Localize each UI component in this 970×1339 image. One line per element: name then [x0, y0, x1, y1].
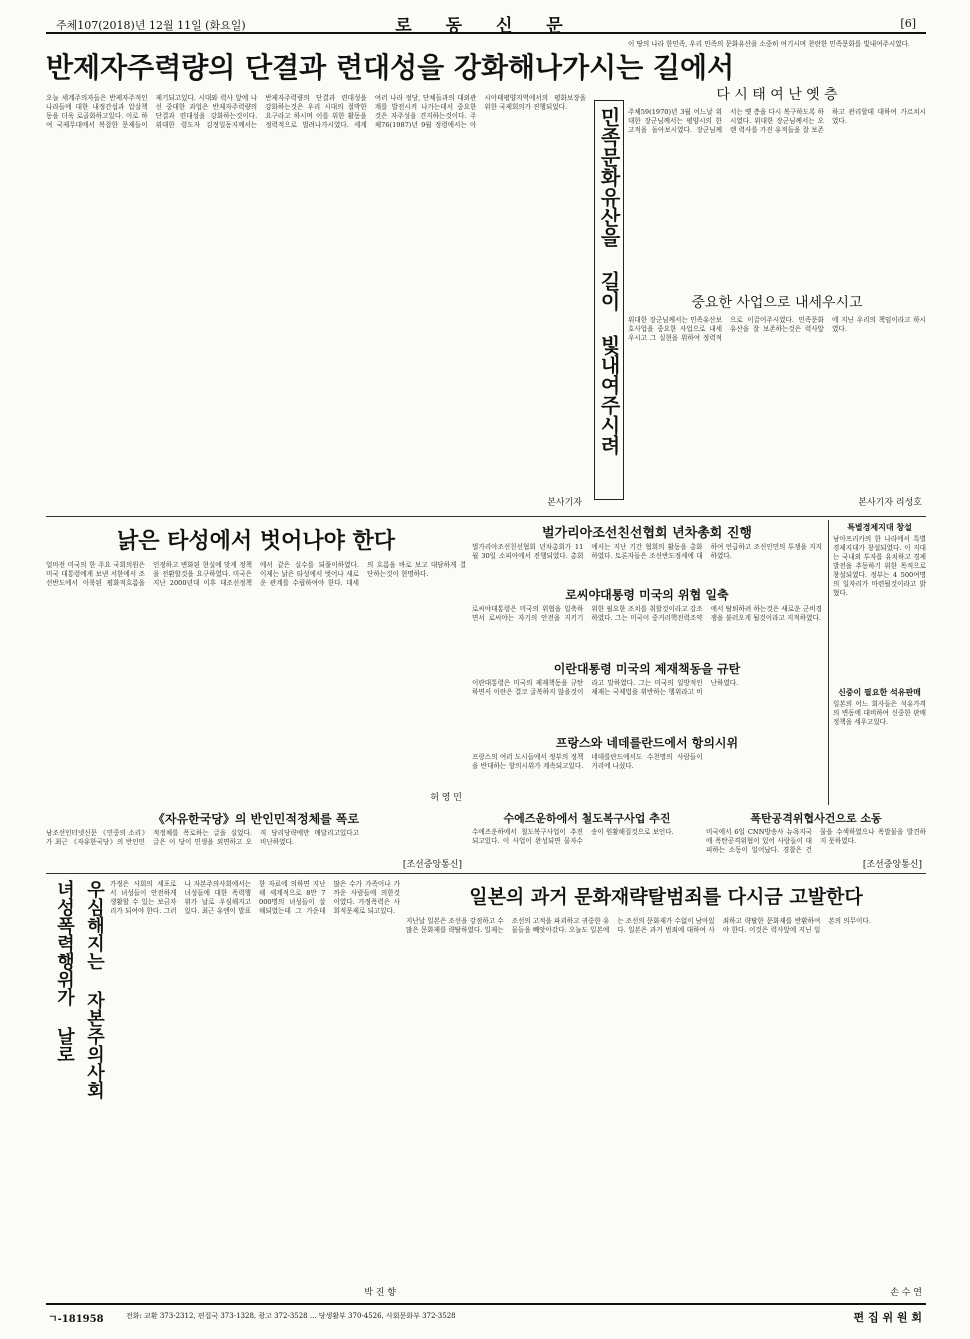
article-russia — [472, 584, 822, 654]
issue-date: 주체107(2018)년 12월 11일 (화요일) — [56, 19, 246, 32]
article-liberty-party-headline: 《자유한국당》의 반인민적정체를 폭로 — [152, 812, 360, 826]
masthead — [46, 8, 926, 34]
article-economic-zone-body2: 일본의 어느 회사들은 석유가격의 변동에 대비하여 신중한 판매정책을 세우고있다. — [833, 700, 926, 726]
article-heritage — [628, 40, 926, 510]
article-heritage-sub1: 다 시 태 여 난 옛 층 — [716, 87, 838, 103]
article-liberty-party — [46, 808, 466, 870]
article-economic-zone-sub: 신중이 필요한 석유판매 — [838, 688, 921, 697]
article-iran — [472, 658, 822, 728]
article-protests — [472, 732, 822, 805]
article-russia-headline: 로씨야대통령 미국의 위협 일축 — [565, 588, 729, 602]
article-inertia — [46, 520, 466, 805]
article-violence-title-1: 녀성폭력행위가 날로 — [54, 880, 75, 1063]
article-cultural-looting — [406, 876, 926, 1298]
page-number: [6] — [900, 17, 916, 30]
article-heritage-sub2: 중요한 사업으로 내세우시고 — [691, 295, 863, 311]
article-bulgaria — [472, 520, 822, 580]
article-violence-body: 가정은 사회의 세포로서 녀성들이 안전하게 생활할 수 있는 보금자리가 되여야 한다. 그러나 자본주의사회에서는 녀성들에 대한 폭력행위가 날로 우심해지고있다. 최근 유엔이 발표한 자료에 의하면 지난해 세계적으로 8만 7 000명의 녀성들이 살해되였는데 그 가운데 많은 수가 가족이나 가까운 사람들에 의한것이였다. 가정폭력은 사회적문제로 되고있다. — [110, 880, 400, 915]
article-violence-byline: 박 진 향 — [364, 1288, 396, 1298]
article-main-headline: 반제자주력량의 단결과 련대성을 강화해나가시는 길에서 — [46, 51, 735, 84]
article-suez-headline: 수에즈운하에서 철도복구사업 추진 — [503, 812, 671, 825]
article-economic-zone-headline: 특별경제지대 창설 — [847, 523, 912, 532]
side-vertical-title: 민족문화유산을 길이 빛내여주시려 — [594, 100, 624, 500]
article-cultural-looting-byline: 손 수 연 — [890, 1288, 922, 1298]
footer — [46, 1303, 926, 1323]
article-bomb-threat-headline: 폭탄공격위협사건으로 소동 — [750, 812, 882, 825]
article-bulgaria-body — [472, 543, 822, 581]
article-bomb-threat-byline: [조선중앙통신] — [862, 860, 922, 870]
article-liberty-party-byline: [조선중앙통신] — [402, 860, 462, 870]
divider-1 — [46, 516, 926, 517]
article-economic-zone — [828, 520, 926, 805]
article-violence-title-2: 우심해지는 자본주의사회 — [84, 880, 105, 1099]
footer-code: ㄱ-181958 — [48, 1314, 104, 1325]
article-iran-headline: 이란대통령 미국의 제재책동을 규탄 — [553, 662, 741, 676]
article-russia-body: 로씨야대통령은 미국의 위협을 일축하면서 로씨야는 자기의 안전을 지키기 위한 필요한 조치를 취할것이라고 강조하였다. 그는 미국이 중거리핵전력조약에서 탈퇴하려 하는것은 새로운 군비경쟁을 불러오게 될것이라고 지적하였다. — [472, 605, 822, 622]
article-main-byline: 본사기자 — [547, 498, 582, 508]
article-suez — [472, 808, 702, 870]
article-suez-body: 수에즈운하에서 철도복구사업이 추진되고있다. 이 사업이 완성되면 물자수송이 원활해질것으로 보인다. — [472, 828, 674, 845]
article-protests-headline: 프랑스와 네데를란드에서 항의시위 — [555, 736, 739, 750]
article-economic-zone-body: 남아프리카의 한 나라에서 특별경제지대가 창설되였다. 이 지대는 국내외 투자를 유치하고 경제발전을 추동하기 위한 목적으로 창설되였다. 정부는 4 500여명의 일자리가 마련될것이라고 밝혔다. — [833, 535, 926, 597]
article-inertia-headline: 낡은 타성에서 벗어나야 한다 — [116, 529, 395, 554]
article-liberty-party-body: 남조선인터넷신문 《민중의 소리》가 최근 《자유한국당》의 반인민적정체를 폭로하는 글을 실었다. 글은 이 당이 민생을 외면하고 오직 당리당략에만 매달리고있다고 비난하였다. — [46, 829, 359, 846]
newspaper-name: 로 동 신 문 — [395, 16, 577, 36]
article-heritage-intro: 이 땅의 나라 한민족, 우리 민족의 문화유산을 소중히 여기시며 찬란한 민족문화를 빛내여주시였다. — [628, 40, 911, 48]
article-cultural-looting-body: 지난날 일본은 조선을 강점하고 수많은 문화재를 략탈하였다. 일제는 조선의 고적을 파괴하고 귀중한 유물들을 빼앗아갔다. 오늘도 일본에는 조선의 문화재가 수없이 남아있다. 일본은 과거 범죄에 대하여 사죄하고 략탈한 문화재를 반환하여야 한다. 이것은 력사앞에 지닌 일본의 의무이다. — [406, 917, 871, 934]
article-inertia-body: 얼마전 미국의 한 주요 국회의원은 미국 대통령에게 보낸 서한에서 조선반도에서 이룩된 평화적흐름을 인정하고 변화된 현실에 맞게 정책을 전환할것을 요구하였다. 미국은 지난 2000년대 이후 대조선정책에서 같은 실수를 되풀이하였다. 이제는 낡은 타성에서 벗어나 새로운 관계를 수립하여야 한다. 대세의 흐름을 바로 보고 대담하게 결단하는것이 현명하다. — [46, 561, 466, 587]
article-iran-body: 이란대통령은 미국의 제재책동을 규탄하면서 이란은 결코 굴복하지 않을것이라고 말하였다. 그는 미국의 일방적인 제재는 국제법을 위반하는 행위라고 비난하였다. — [472, 679, 739, 696]
article-violence — [110, 880, 400, 1298]
article-main-body: 오늘 세계주의자들은 반제자주적인 나라들에 대한 내정간섭과 압살책동을 더욱 로골화하고있다. 이로 하여 국제무대에서 복잡한 문제들이 제기되고있다. 시대와 력사 앞에 나선 중대한 과업은 반제자주력량의 단결과 련대성을 강화하는것이다. 위대한 령도자 김정일동지께서는 반제자주력량의 단결과 련대성을 강화하는것은 우리 시대의 절박한 요구라고 하시며 이를 위한 활동을 정력적으로 벌려나가시였다. 세계 여러 나라 정당, 단체들과의 대외관계를 발전시켜 나가는데서 중요한것은 자주성을 견지하는것이다. 주체76(1987)년 9월 정령에서는 아시아태평양지역에서의 평화보장을 위한 국제회의가 진행되었다. — [46, 94, 586, 129]
article-heritage-byline: 본사기자 리성호 — [858, 498, 922, 508]
article-bulgaria-body-1: 벌가리아조선친선협회 년차총회가 11월 30일 소피아에서 진행되였다. 총회에서는 지난 기간 협회의 활동을 총화하였다. — [472, 543, 703, 560]
article-cultural-looting-headline: 일본의 과거 문화재략탈범죄를 다시금 고발한다 — [469, 886, 863, 908]
article-heritage-body2: 위대한 장군님께서는 민족유산보호사업을 중요한 사업으로 내세우시고 그 실현을 위하여 정력적으로 이끌어주시였다. 민족문화유산을 잘 보존하는것은 력사앞에 지닌 우리의 책임이라고 하시였다. — [628, 316, 926, 342]
article-heritage-body1: 주체59(1970)년 3월 어느날 위대한 장군님께서는 평양시의 한 고적을 돌아보시였다. 장군님께서는 옛 층을 다시 복구하도록 하시였다. 위대한 장군님께서는 오랜 력사를 가진 유적들을 잘 보존하고 관리할데 대하여 가르치시였다. — [628, 108, 926, 134]
footer-info: 전화: 교환 373-2312, 편집국 373-1328, 광고 372-3528 ... 당생활부 370-4526, 사회문화부 372-3528 — [126, 1312, 456, 1320]
article-protests-body: 프랑스의 여러 도시들에서 정부의 정책을 반대하는 항의시위가 계속되고있다. 네데를란드에서도 수천명의 사람들이 거리에 나섰다. — [472, 753, 703, 770]
divider-2 — [46, 873, 926, 874]
article-bulgaria-body-2: 토론자들은 조선반도정세에 대하여 언급하고 조선인민의 투쟁을 지지하였다. — [614, 543, 822, 560]
article-bomb-threat-body: 미국에서 6일 CNN방송사 뉴욕지국에 폭탄공격위협이 있어 사람들이 대피하는 소동이 일어났다. 경찰은 건물을 수색하였으나 폭발물을 발견하지 못하였다. — [706, 828, 926, 854]
article-bulgaria-headline: 벌가리아조선친선협회 년차총회 진행 — [542, 526, 752, 541]
article-inertia-byline: 허 영 민 — [430, 793, 462, 803]
footer-editorial: 편 집 위 원 회 — [853, 1311, 922, 1324]
article-bomb-threat — [706, 808, 926, 870]
